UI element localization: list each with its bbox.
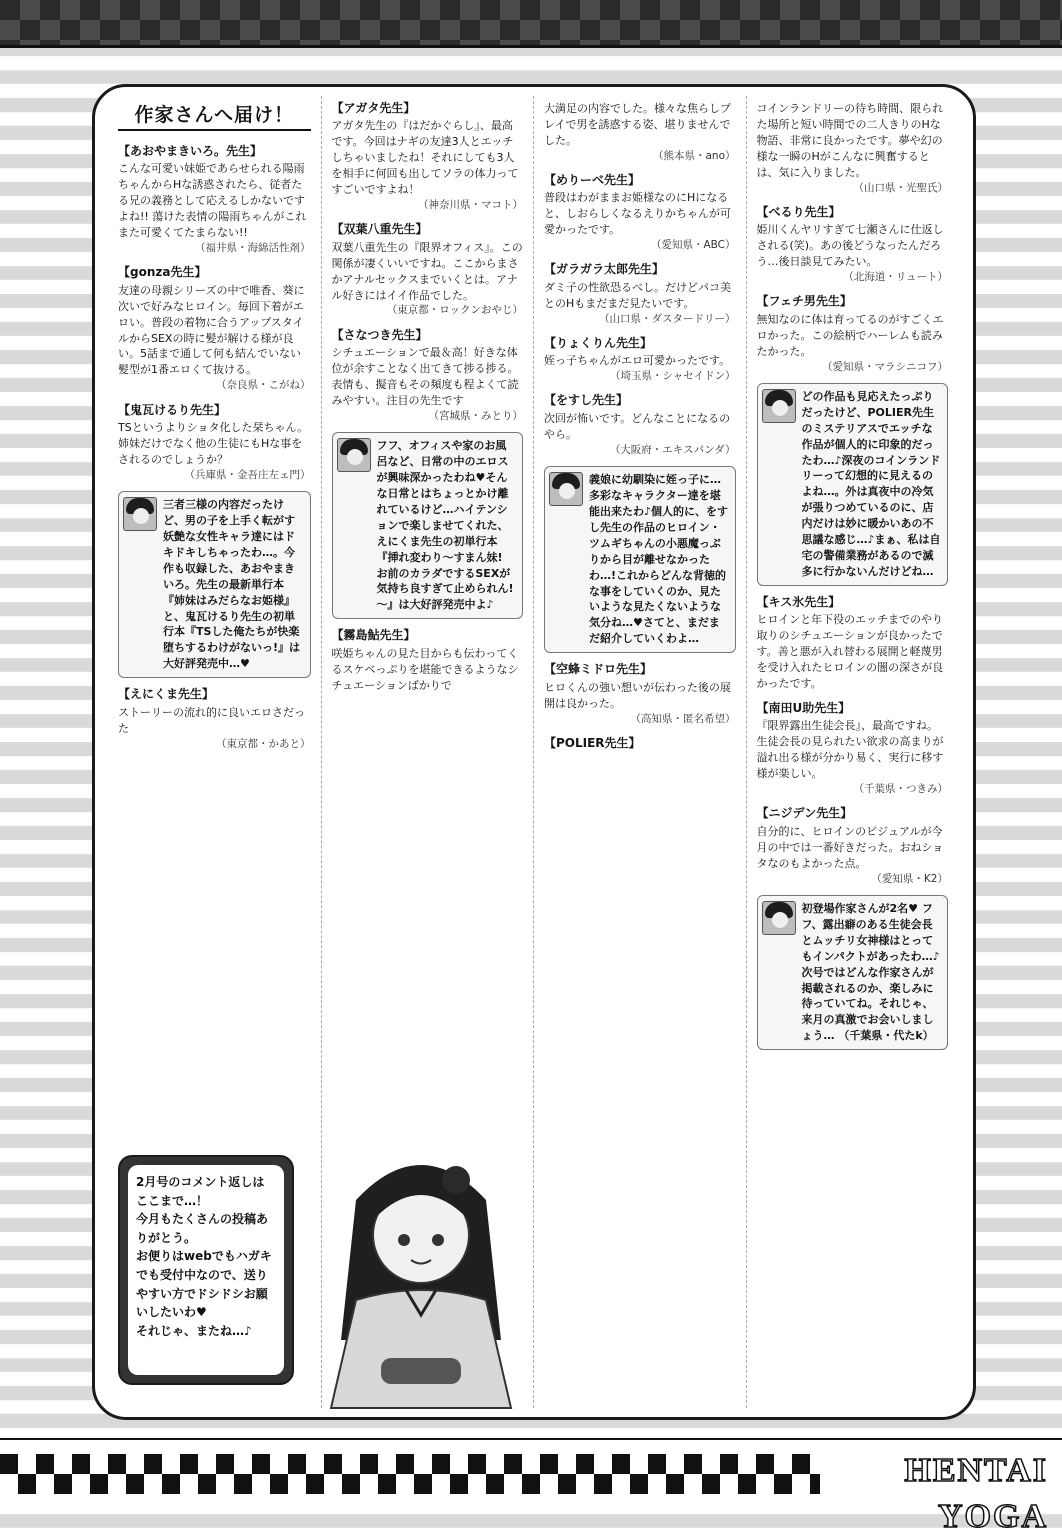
reply-text: 義娘に幼馴染に姪っ子に…多彩なキャラクター達を堪能出来たわ♪個人的に、をすし先生の作品のヒロイン・ツムギちゃんの小悪魔っぷりから目が離せなかったわ…!これからどんな背徳的な事をしていくのか、見たいような見たくないような気分ね…♥さてと、まだまだ紹介していくわよ… (589, 472, 729, 646)
letter-body: シチュエーションで最＆高！好きな体位が余すことなく出てきて捗る捗る。表情も、擬音もその頻度も程よくて読みやすい。注目の先生です (331, 346, 519, 407)
letter-entry (118, 686, 311, 751)
letter-signature: （山口県・光聖氏） (853, 181, 948, 194)
letter-body: 無知なのに体は育ってるのがすごくエロかった。この絵柄でハーレムも読みたかった。 (756, 312, 944, 358)
letter-entry (332, 627, 524, 693)
speech-bubble (118, 1155, 294, 1385)
artist-name: 【べるり先生】 (756, 204, 841, 219)
letter-signature: （千葉県・代たk） (838, 1029, 934, 1043)
artist-name: 【鬼瓦けるり先生】 (118, 402, 227, 417)
letter-body: 『限界露出生徒会長』、最高ですね。生徒会長の見られたい欲求の高まりが溢れ出る様が分かり易く、実行に移す様が楽しい。 (756, 719, 944, 781)
letter-signature: （愛知県・ABC） (650, 239, 736, 252)
letter-entry (757, 805, 949, 886)
letter-body: ストーリーの流れ的に良いエロさだった (118, 705, 305, 735)
editor-reply (757, 383, 949, 586)
letter-entry (544, 661, 736, 726)
artist-name: 【霧島鮎先生】 (331, 628, 416, 643)
top-decorative-band (0, 0, 1062, 48)
letter-signature: （奈良県・こがね） (216, 379, 311, 392)
letter-entry (332, 100, 524, 213)
letter-signature: （埼玉県・シャセイドン） (610, 370, 736, 383)
editor-reply (544, 466, 736, 653)
artist-name: 【POLIER先生】 (544, 735, 641, 750)
letter-signature: （東京都・ロックンおやじ） (386, 304, 523, 317)
artist-name: 【フェチ男先生】 (756, 294, 852, 309)
letter-body: コインランドリーの待ち時間、限られた場所と短い時間での二人きりのHな物語、非常に良かったです。夢や幻の様な一瞬のHがこんなに興奮するとは、気に入りました。 (756, 102, 944, 179)
letter-body: ヒロくんの強い想いが伝わった後の展開は良かった。 (544, 680, 731, 710)
editor-reply (757, 895, 949, 1050)
letter-column-4 (746, 96, 959, 1408)
letter-signature: （北海道・リュート） (843, 271, 948, 284)
artist-name: 【双葉八重先生】 (331, 222, 428, 237)
letter-signature: （高知県・匿名希望） (630, 712, 736, 725)
letter-signature: （神奈川県・マコト） (418, 199, 523, 212)
artist-name: 【あおやまきいろ。先生】 (118, 144, 263, 158)
editor-reply (332, 432, 524, 619)
reply-heading: 初登場作家さんが2名♥ (801, 901, 919, 915)
letter-entry (757, 293, 949, 374)
site-logo: HENTAI YOGA (904, 1452, 1048, 1535)
bubble-line: 2月号のコメント返しはここまで…！ (136, 1175, 265, 1208)
letter-body: 普段はわがままお姫様なのにHになると、しおらしくなるえりかちゃんが可愛かったです。 (544, 191, 731, 237)
artist-name: 【gonza先生】 (118, 265, 207, 280)
letter-entry (544, 100, 736, 164)
bubble-line: お便りはwebでもハガキでも受付中なので、送りやすい方でドシドシお願いしたいわ♥ (136, 1249, 272, 1320)
letter-body: ヒロインと年下役のエッチまでのやり取りのシチュエーションが良かったです。善と悪が入れ替わる展開と軽蔑男を受け入れたヒロインの闇の深さが良かったです。 (756, 613, 944, 691)
letter-entry (757, 700, 949, 797)
speech-bubble-text (128, 1165, 284, 1375)
letter-entry (544, 735, 736, 752)
artist-name: 【ニジデン先生】 (756, 806, 853, 821)
letter-entry (332, 327, 524, 424)
letter-signature: （宮城県・みとり） (428, 409, 523, 422)
artist-name: 【ガラガラ太郎先生】 (544, 262, 665, 277)
bubble-line: 今月もたくさんの投稿ありがとう。 (136, 1212, 269, 1245)
host-avatar-icon (337, 438, 371, 472)
letter-entry (544, 335, 736, 385)
editor-reply (118, 491, 311, 678)
artist-name: 【キス氷先生】 (756, 595, 841, 609)
letter-entry (544, 172, 736, 253)
letter-entry (544, 392, 736, 457)
letter-body: 姫川くんヤリすぎて七瀬さんに仕返しされる(笑)。あの後どうなったんだろう…後日談見てみたい。 (756, 223, 944, 269)
letter-body: 大満足の内容でした。様々な焦らしプレイで男を誘惑する姿、堪りませんでした。 (544, 102, 731, 147)
letter-entry (757, 594, 949, 692)
letter-signature: （東京都・かあと） (216, 737, 311, 750)
letter-signature: （山口県・ダスタードリー） (599, 312, 736, 325)
letter-signature: （兵庫県・金吾庄左ェ門） (184, 468, 311, 481)
letter-entry (757, 204, 949, 285)
letter-entry (757, 100, 949, 196)
letter-signature: （千葉県・つきみ） (853, 783, 948, 796)
host-character-illustration (296, 1140, 546, 1408)
reply-text: どの作品も見応えたっぷりだったけど、POLIER先生のミステリアスでエッチな作品が個人的に印象的だったわ…♪深夜のコインランドリーって幻想的に見えるのよね…。外は真夜中の冷気が張りつめているのに、店内だけは妙に暖かいあの不思議な感じ…♪まぁ、私は自宅の警備業務があるので滅多に行かないんだけどね… (801, 389, 941, 579)
artist-name: 【めりーべ先生】 (544, 173, 641, 188)
letter-body: TSというよりショタ化した栞ちゃん。姉妹だけでなく他の生徒にもHな事をされるのでしょうか？ (118, 420, 309, 466)
letter-body: 友達の母親シリーズの中で唯香、葵に次いで好みなヒロイン。毎回下着がエロい。普段の着物に合うアップスタイルからSEXの時に髪が解ける様が良い。5話まで通して何も結んでいない髪型が1番エロくて抜ける。 (118, 283, 305, 377)
letter-body: 咲姫ちゃんの見た目からも伝わってくるスケベっぷりを堪能できるようなシチュエーションばかりで (331, 646, 519, 692)
letter-entry (118, 264, 311, 393)
host-avatar-icon (762, 389, 796, 423)
letter-body: 自分的に、ヒロインのビジュアルが今月の中では一番好きだった。おねショタなのもよかった点。 (756, 824, 944, 870)
letter-signature: （愛知県・K2） (871, 872, 948, 885)
letter-signature: （熊本県・ano） (652, 149, 736, 162)
letter-entry (118, 402, 311, 483)
letter-body: こんな可愛い妹姫であらせられる陽雨ちゃんからHな誘惑されたら、従者たる兄の義務として応えるしかないですよね!! 蕩けた表情の陽雨ちゃんがこれまた可愛くてたまらない!! (118, 162, 307, 240)
letter-entry (118, 143, 311, 256)
letter-body: ダミ子の性欲恐るべし。だけどパコ美とのHもまだまだ見たいです。 (544, 280, 731, 310)
checker-pattern (0, 1454, 820, 1494)
artist-name: 【をすし先生】 (544, 393, 629, 408)
page-title: 作家さんへ届け！ (118, 100, 311, 131)
host-avatar-icon (123, 497, 157, 531)
letter-body: 姪っ子ちゃんがエロ可愛かったです。 (544, 354, 731, 368)
letter-signature: （福井県・海綿活性剤） (195, 242, 311, 255)
letter-signature: （大阪府・エキスパンダ） (609, 443, 736, 456)
artist-name: 【さなつき先生】 (331, 327, 428, 342)
artist-name: 【空蜂ミドロ先生】 (544, 662, 653, 677)
artist-name: 【南田U助先生】 (756, 701, 851, 716)
letter-column-3 (533, 96, 746, 1408)
host-avatar-icon (762, 901, 796, 935)
letter-body: 次回が怖いです。どんなことになるのやら。 (544, 411, 731, 441)
reply-text: フフ、オフィスや家のお風呂など、日常の中のエロスが興味深かったわね♥そんな日常とはちょっとかけ離れているけど…ハイテンションで楽しませてくれた、えにくま先生の初単行本『挿れ変わり～すまん妹! お前のカラダでするSEXが気持ち良すぎて止められん!～』は大好評発売中よ♪ (376, 439, 514, 612)
letter-entry (544, 261, 736, 326)
bottom-decorative-band (0, 1438, 1062, 1535)
bubble-line: それじゃ、またね…♪ (136, 1323, 252, 1338)
letter-body: 双葉八重先生の『限界オフィス』。この関係が凄くいいですね。ここからまさかアナルセックスまでいくとは。アナル好きにはイイ作品でした。 (331, 240, 523, 302)
letter-entry (332, 221, 524, 318)
reply-text: 三者三様の内容だったけど、男の子を上手く転がす妖艶な女性キャラ達にはドキドキしちゃったわ…。今作も収録した、あおやまきいろ。先生の最新単行本『姉妹はみだらなお姫様』と、鬼瓦けるり先生の初単行本『TSした俺たちが快楽堕ちするわけがないっ!』は大好評発売中…♥ (163, 497, 301, 671)
artist-name: 【えにくま先生】 (118, 687, 215, 702)
letter-signature: （愛知県・マラシニコフ） (822, 360, 948, 373)
letter-body: アガタ先生の『はだかぐらし』、最高です。今回はナギの友達3人とエッチしちゃいましたね！それにしても3人を相手に何回も出してソラの体力ってすごいですよね！ (331, 119, 519, 197)
artist-name: 【アガタ先生】 (331, 101, 416, 115)
reply-text: フフ、露出癖のある生徒会長とムッチリ女神様はとってもインパクトがあったわ…♪次号ではどんな作家さんが掲載されるのか、楽しみに待っていてね。それじゃ、来月の真激でお会いしましょう… (801, 901, 940, 1043)
host-avatar-icon (549, 472, 583, 506)
artist-name: 【りょくりん先生】 (544, 335, 653, 350)
